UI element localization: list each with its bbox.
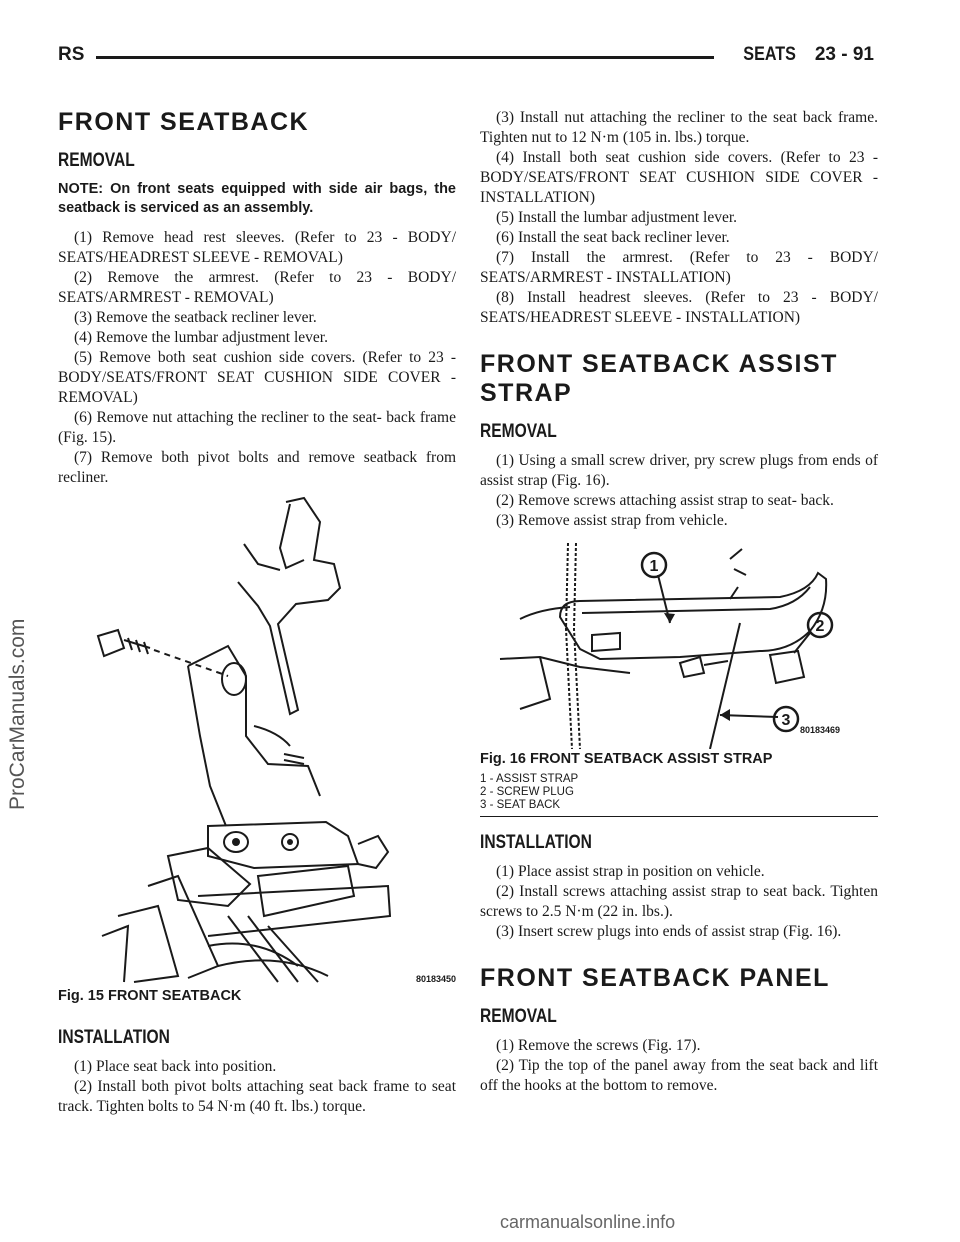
figure-15 (58, 496, 456, 986)
callout-2: 2 (815, 618, 825, 635)
airbag-note: NOTE: On front seats equipped with side air bags, the seatback is serviced as an assembly. (58, 181, 456, 216)
left-column (58, 108, 456, 1117)
header-rule (96, 56, 714, 59)
figure-16-legend (480, 773, 878, 812)
installation-step: (7) Install the armrest. (Refer to 23 - BODY/ SEATS/ARMREST - INSTALLATION) (480, 249, 878, 286)
bottom-watermark: carmanualsonline.info (500, 1212, 676, 1232)
callout-3: 3 (781, 712, 791, 729)
front-seatback-illustration (58, 496, 456, 986)
installation-step: (3) Install nut attaching the recliner to the seat back frame. Tighten nut to 12 N·m (105 in. lbs.) torque. (480, 109, 878, 146)
figure-16 (480, 539, 878, 749)
section-title-seatback-panel: FRONT SEATBACK PANEL (480, 964, 830, 992)
legend-item: 3 - SEAT BACK (480, 799, 561, 811)
figure-16-caption: Fig. 16 FRONT SEATBACK ASSIST STRAP (480, 751, 773, 767)
removal-step: (2) Remove the armrest. (Refer to 23 - BODY/ SEATS/ARMREST - REMOVAL) (58, 269, 456, 306)
assist-removal-step: (2) Remove screws attaching assist strap to seat- back. (496, 492, 834, 509)
panel-removal-step: (1) Remove the screws (Fig. 17). (496, 1037, 701, 1054)
figure-15-code: 80183450 (415, 974, 456, 984)
legend-divider (480, 816, 878, 817)
removal-step: (5) Remove both seat cushion side covers. (Refer to 23 - BODY/SEATS/FRONT SEAT CUSHION SIDE COVER - REMOVAL) (58, 349, 456, 406)
header-page-number: 23 - 91 (814, 44, 874, 65)
header-section: SEATS (743, 44, 796, 65)
side-watermark: ProCarManuals.com (6, 618, 29, 810)
assist-strap-illustration (480, 539, 878, 749)
page-header (58, 42, 874, 72)
assist-removal-step: (1) Using a small screw driver, pry screw plugs from ends of assist strap (Fig. 16). (480, 452, 878, 489)
section-title-front-seatback: FRONT SEATBACK (58, 108, 310, 136)
removal-step: (4) Remove the lumbar adjustment lever. (74, 329, 328, 346)
removal-step: (6) Remove nut attaching the recliner to the seat- back frame (Fig. 15). (58, 409, 456, 446)
installation-step: (6) Install the seat back recliner lever. (496, 229, 730, 246)
removal-step: (3) Remove the seatback recliner lever. (74, 309, 317, 326)
assist-installation-step: (2) Install screws attaching assist strap to seat back. Tighten screws to 2.5 N·m (22 in. lbs.). (480, 883, 878, 920)
assist-installation-step: (3) Insert screw plugs into ends of assist strap (Fig. 16). (496, 923, 842, 940)
assist-installation-step: (1) Place assist strap in position on vehicle. (496, 863, 765, 880)
installation-step: (2) Install both pivot bolts attaching seat back frame to seat track. Tighten bolts to 54 N·m (40 ft. lbs.) torque. (58, 1078, 456, 1115)
assist-removal-step: (3) Remove assist strap from vehicle. (496, 512, 728, 529)
removal-step: (1) Remove head rest sleeves. (Refer to 23 - BODY/ SEATS/HEADREST SLEEVE - REMOVAL) (58, 229, 456, 266)
figure-15-caption: Fig. 15 FRONT SEATBACK (58, 988, 242, 1004)
figure-16-code: 80183469 (799, 725, 840, 735)
installation-step: (1) Place seat back into position. (74, 1058, 277, 1075)
heading-assist-removal: REMOVAL (480, 421, 557, 442)
installation-step: (4) Install both seat cushion side covers. (Refer to 23 - BODY/SEATS/FRONT SEAT CUSHION SIDE COVER - INSTALLATION) (480, 149, 878, 206)
legend-item: 1 - ASSIST STRAP (480, 773, 579, 785)
header-manual-code: RS (58, 44, 85, 65)
heading-panel-removal: REMOVAL (480, 1006, 557, 1027)
right-column (480, 108, 878, 1096)
heading-installation: INSTALLATION (58, 1027, 170, 1048)
section-title-assist-strap: FRONT SEATBACK ASSIST STRAP (480, 350, 838, 407)
heading-removal: REMOVAL (58, 150, 135, 171)
panel-removal-step: (2) Tip the top of the panel away from the seat back and lift off the hooks at the bottom to remove. (480, 1057, 878, 1094)
installation-step: (5) Install the lumbar adjustment lever. (496, 209, 738, 226)
callout-1: 1 (649, 558, 659, 575)
legend-item: 2 - SCREW PLUG (480, 786, 574, 798)
installation-step: (8) Install headrest sleeves. (Refer to 23 - BODY/ SEATS/HEADREST SLEEVE - INSTALLATION) (480, 289, 878, 326)
removal-step: (7) Remove both pivot bolts and remove seatback from recliner. (58, 449, 456, 486)
heading-assist-installation: INSTALLATION (480, 832, 592, 853)
